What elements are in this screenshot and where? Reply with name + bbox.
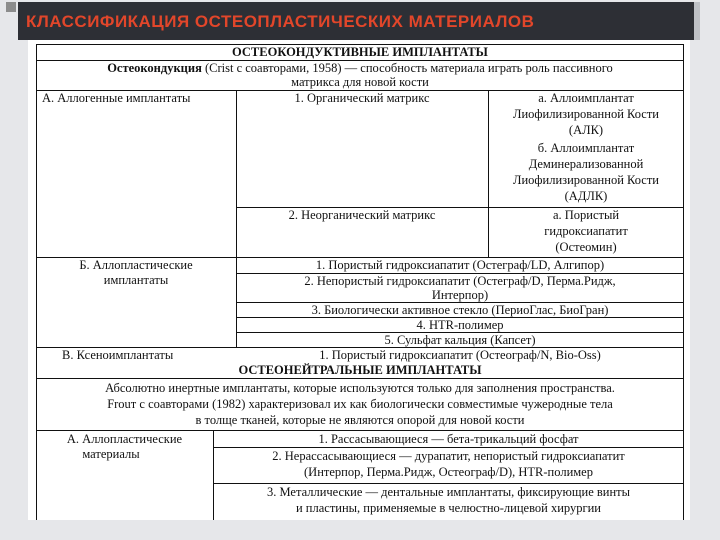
alloplastic-implants-label: имплантаты bbox=[103, 273, 169, 287]
neutral-item: 1. Рассасывающиеся — бета-трикальций фосфат bbox=[318, 432, 579, 446]
neutral-item: (Интерпор, Перма.Ридж, Остеограф/D), HTR-полимер bbox=[304, 465, 593, 479]
alloplastic-item: Интерпор) bbox=[431, 288, 489, 302]
allogenic-implants-label: А. Аллогенные имплантаты bbox=[42, 91, 191, 105]
adlk-line: Деминерализованной bbox=[528, 157, 644, 171]
organic-matrix-cell: 1. Органический матрикс bbox=[294, 91, 430, 105]
osteoconduction-definition-line2: матрикса для новой кости bbox=[291, 75, 429, 89]
xenoimplants-label: В. Ксеноимплантаты bbox=[62, 348, 174, 362]
alloplastic-implants-label: Б. Аллопластические bbox=[79, 258, 193, 272]
inorganic-matrix-cell: 2. Неорганический матрикс bbox=[288, 208, 436, 222]
alloplastic-item: 5. Сульфат кальция (Капсет) bbox=[384, 333, 536, 347]
alloplastic-item: 1. Пористый гидроксиапатит (Остеграф/LD, Алгипор) bbox=[315, 258, 605, 272]
slide-title: КЛАССИФИКАЦИЯ ОСТЕОПЛАСТИЧЕСКИХ МАТЕРИАЛОВ bbox=[26, 12, 535, 31]
osteoconductive-heading: ОСТЕОКОНДУКТИВНЫЕ ИМПЛАНТАТЫ bbox=[232, 45, 488, 59]
title-bar bbox=[18, 2, 700, 40]
definition-text: (Crist с соавторами, 1958) — способность материала играть роль пассивного bbox=[201, 61, 613, 75]
neutral-item: 2. Нерассасывающиеся — дурапатит, непористый гидроксиапатит bbox=[272, 449, 625, 463]
rule bbox=[36, 378, 684, 379]
document-page bbox=[28, 40, 690, 520]
alloplastic-materials-label: А. Аллопластические bbox=[66, 432, 183, 446]
definition-term: Остеокондукция bbox=[107, 61, 202, 75]
osteomin-line: гидроксиапатит bbox=[544, 224, 628, 238]
adlk-line: (АДЛК) bbox=[564, 189, 608, 203]
alloplastic-materials-label: материалы bbox=[82, 447, 140, 461]
osteoneutral-definition: Абсолютно инертные имплантаты, которые используются только для заполнения пространства. bbox=[105, 381, 615, 395]
adlk-line: Лиофилизированной Кости bbox=[513, 173, 659, 187]
alloplastic-item: 4. HTR-полимер bbox=[416, 318, 504, 332]
osteoneutral-definition: Frouт с соавторами (1982) характеризовал их как биологически совместимые чужеродные тела bbox=[107, 397, 613, 411]
alk-line: Лиофилизированной Кости bbox=[513, 107, 659, 121]
neutral-item: и пластины, применяемые в челюстно-лицевой хирургии bbox=[295, 501, 601, 515]
alloplastic-item: 3. Биологически активное стекло (ПериоГлас, БиоГран) bbox=[311, 303, 609, 317]
alloplastic-item: 2. Непористый гидроксиапатит (Остеграф/D, Перма.Ридж, bbox=[304, 274, 616, 288]
osteoneutral-heading: ОСТЕОНЕЙТРАЛЬНЫЕ ИМПЛАНТАТЫ bbox=[238, 363, 482, 377]
osteoneutral-definition: в толще тканей, которые не являются опорой для новой кости bbox=[195, 413, 525, 427]
xeno-item: 1. Пористый гидроксиапатит (Остеограф/N, Bio-Oss) bbox=[319, 348, 601, 362]
adlk-line: б. Аллоимплантат bbox=[537, 141, 635, 155]
alk-line: а. Аллоимплантат bbox=[538, 91, 634, 105]
alk-line: (АЛК) bbox=[568, 123, 604, 137]
neutral-item: 3. Металлические — дентальные имплантаты, фиксирующие винты bbox=[266, 485, 631, 499]
osteomin-line: а. Пористый bbox=[552, 208, 620, 222]
window-corner-marker bbox=[6, 2, 16, 12]
osteomin-line: (Остеомин) bbox=[555, 240, 617, 254]
